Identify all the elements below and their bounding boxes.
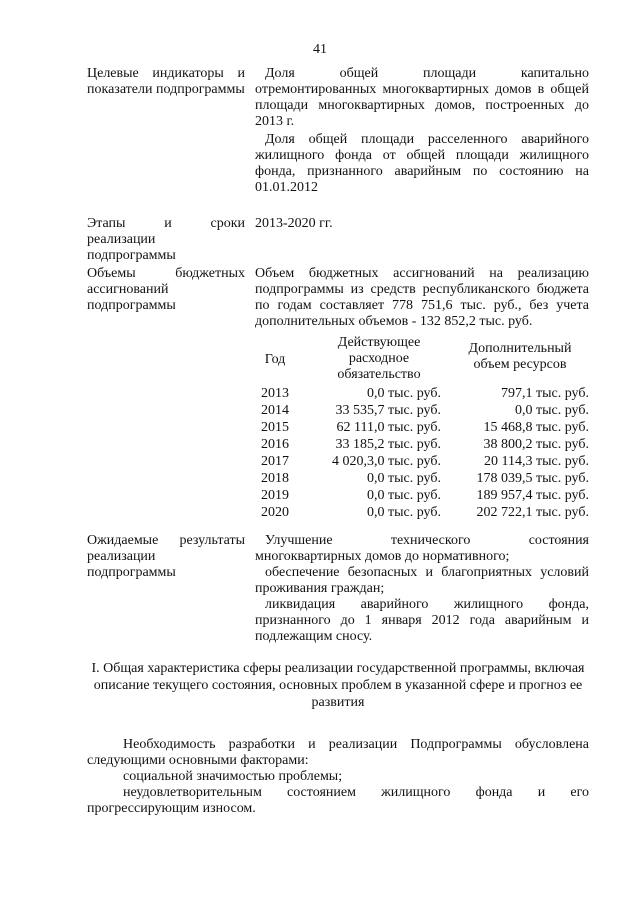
indicator-item: Доля общей площади капитально отремонтированных многоквартирных домов в общей площади многоквартирных домов, построенных до 2013 г.	[255, 66, 589, 129]
result-item: ликвидация аварийного жилищного фонда, признанного до 1 января 2012 года аварийным и подлежащим сносу.	[255, 597, 589, 644]
row-year: 2016	[261, 437, 289, 452]
header-year: Год	[264, 352, 286, 367]
passport-row-stages	[87, 216, 589, 266]
header-current: Действующее расходное обязательство	[337, 335, 421, 382]
page-number: 41	[313, 42, 327, 57]
row-content-indicators	[255, 66, 589, 196]
budget-table-row	[255, 471, 589, 488]
row-current: 0,0 тыс. руб.	[367, 386, 441, 401]
section-body	[87, 737, 589, 817]
indicator-item: Доля общей площади расселенного аварийного жилищного фонда от общей площади жилищного фонда, признанного аварийным по состоянию на 01.01.2012	[255, 132, 589, 195]
passport-row-indicators	[87, 66, 589, 196]
result-item: Улучшение технического состояния многоквартирных домов до нормативного;	[255, 533, 589, 564]
row-current: 33 185,2 тыс. руб.	[335, 437, 441, 452]
budget-table-row	[255, 505, 589, 522]
budget-text: Объем бюджетных ассигнований на реализацию подпрограммы из средств республиканского бюджета по годам составляет 778 751,6 тыс. руб., без учета дополнительных объемов - 132 852,2 тыс. руб.	[255, 266, 589, 329]
budget-table-row	[255, 488, 589, 505]
budget-table-row	[255, 420, 589, 437]
budget-table-body	[255, 386, 589, 522]
row-label-stages: Этапы и сроки реализации подпрограммы	[87, 216, 245, 263]
row-year: 2017	[261, 454, 289, 469]
section-title: I. Общая характеристика сферы реализации государственной программы, включая описание текущего состояния, основных проблем в указанной сфере и прогноз ее развития	[91, 661, 585, 710]
row-additional: 797,1 тыс. руб.	[501, 386, 589, 401]
row-current: 62 111,0 тыс. руб.	[336, 420, 441, 435]
row-year: 2018	[261, 471, 289, 486]
paragraph: неудовлетворительным состоянием жилищного фонда и его прогрессирующим износом.	[87, 785, 589, 816]
budget-table-row	[255, 403, 589, 420]
row-additional: 20 114,3 тыс. руб.	[484, 454, 589, 469]
row-current: 0,0 тыс. руб.	[367, 471, 441, 486]
budget-table	[255, 335, 589, 522]
row-content-results	[255, 533, 589, 645]
paragraph: Необходимость разработки и реализации Подпрограммы обусловлена следующими основными факторами:	[87, 737, 589, 768]
paragraph: социальной значимостью проблемы;	[123, 769, 343, 784]
result-item: обеспечение безопасных и благоприятных условий проживания граждан;	[255, 565, 589, 596]
row-current: 33 535,7 тыс. руб.	[335, 403, 441, 418]
row-year: 2019	[261, 488, 289, 503]
row-additional: 202 722,1 тыс. руб.	[476, 505, 589, 520]
row-label-indicators: Целевые индикаторы и показатели подпрограммы	[87, 66, 245, 97]
row-content-stages: 2013-2020 гг.	[255, 216, 333, 231]
budget-table-row	[255, 454, 589, 471]
budget-table-header	[255, 335, 589, 386]
row-year: 2020	[261, 505, 289, 520]
row-current: 4 020,3,0 тыс. руб.	[332, 454, 441, 469]
row-additional: 189 957,4 тыс. руб.	[476, 488, 589, 503]
row-year: 2013	[261, 386, 289, 401]
row-additional: 0,0 тыс. руб.	[515, 403, 589, 418]
row-additional: 38 800,2 тыс. руб.	[483, 437, 589, 452]
passport-row-results	[87, 533, 589, 643]
row-current: 0,0 тыс. руб.	[367, 488, 441, 503]
header-additional: Дополнительный объем ресурсов	[468, 341, 572, 372]
row-year: 2014	[261, 403, 289, 418]
row-additional: 15 468,8 тыс. руб.	[483, 420, 589, 435]
row-current: 0,0 тыс. руб.	[367, 505, 441, 520]
row-year: 2015	[261, 420, 289, 435]
budget-table-row	[255, 386, 589, 403]
row-label-budget: Объемы бюджетных ассигнований подпрограммы	[87, 266, 245, 313]
budget-table-row	[255, 437, 589, 454]
row-label-results: Ожидаемые результаты реализации подпрограммы	[87, 533, 245, 580]
row-additional: 178 039,5 тыс. руб.	[476, 471, 589, 486]
